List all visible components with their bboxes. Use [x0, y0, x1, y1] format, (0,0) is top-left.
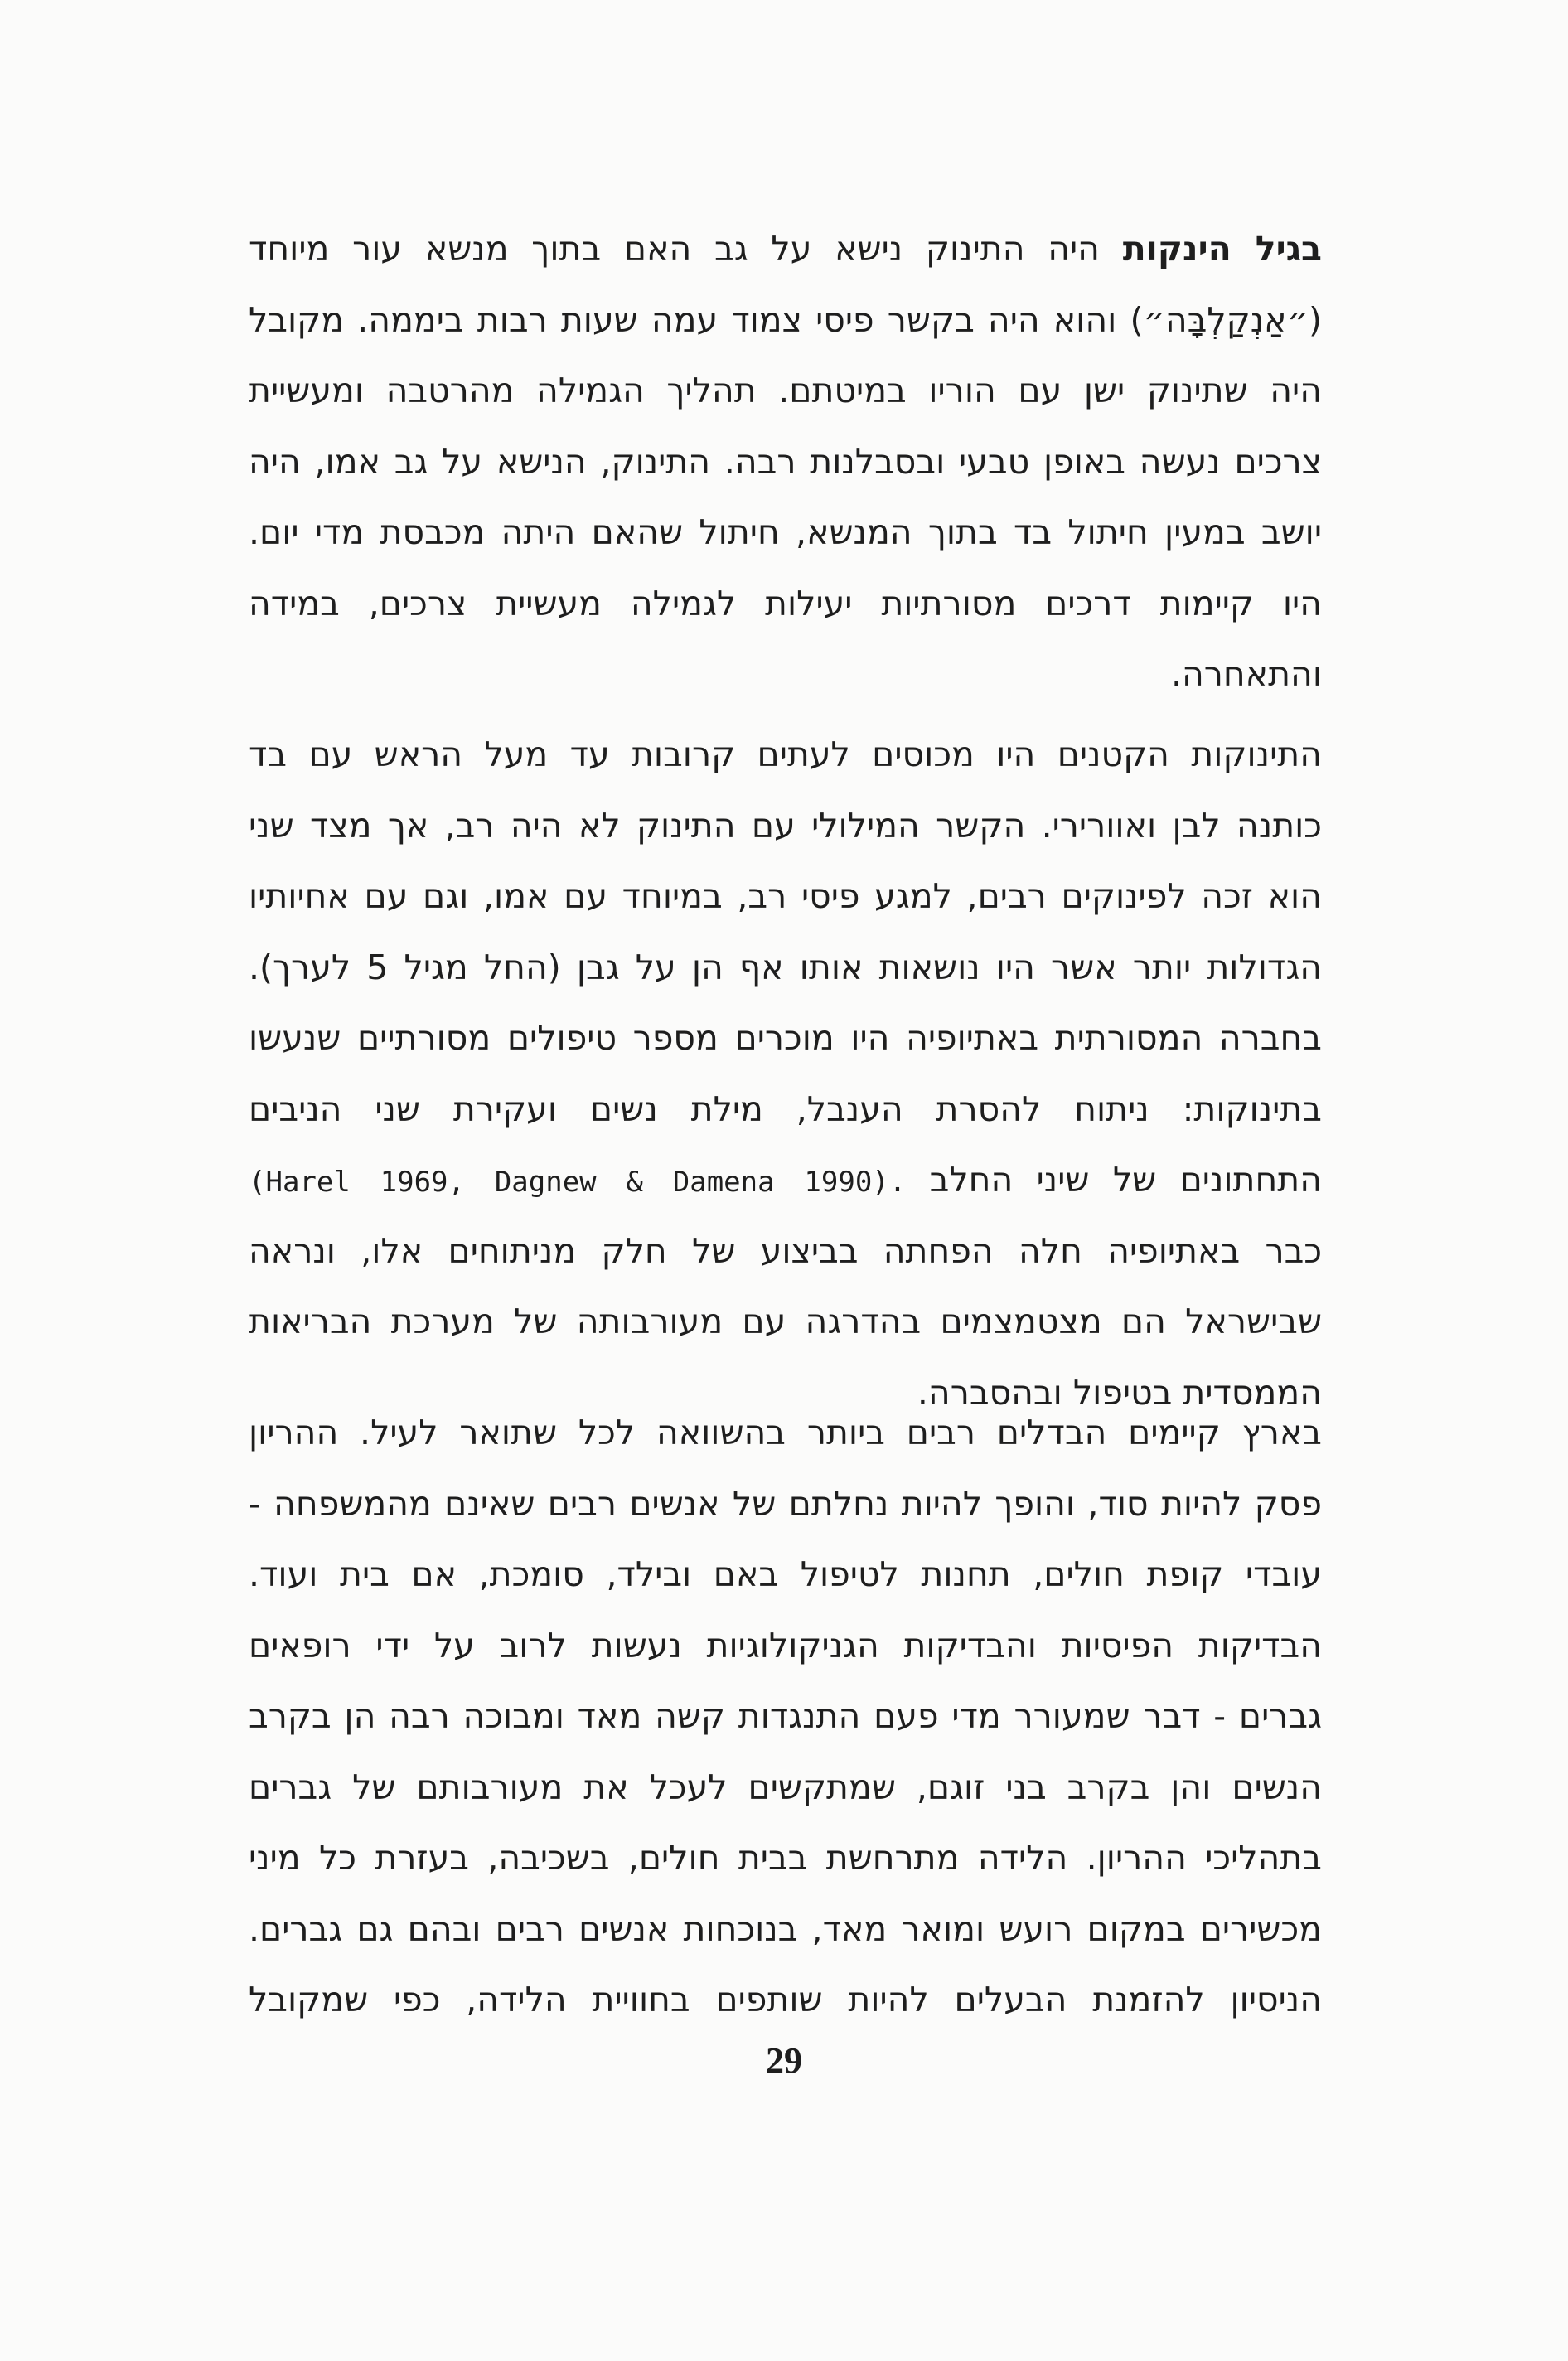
text-line: בארץ קיימים הבדלים רבים ביותר בהשוואה לכל שתואר לעיל. ההריון [249, 1413, 1322, 1452]
text-line: התינוקות הקטנים היו מכוסים לעתים קרובות עד מעל הראש עם בד [249, 734, 1322, 774]
text-line: הגדולות יותר אשר היו נושאות אותו אף הן על גבן (החל מגיל 5 לערך). [249, 947, 1322, 987]
text-line: היו קיימות דרכים מסורתיות יעילות לגמילה מעשיית צרכים, במידה [249, 583, 1322, 623]
text-line-citation: התחתונים של שיני החלב (Harel 1969, Dagnew & Damena 1990). [249, 1160, 1322, 1200]
text-line: היה שתינוק ישן עם הוריו במיטתם. תהליך הגמילה מהרטבה ומעשיית [249, 371, 1322, 410]
text-line: כותנה לבן ואוורירי. הקשר המילולי עם התינוק לא היה רב, אך מצד שני [249, 805, 1322, 846]
paragraph-1 [249, 214, 1322, 710]
citation: (Harel 1969, Dagnew & Damena 1990). [249, 1166, 907, 1199]
text-line: הנשים והן בקרב בני זוגם, שמתקשים לעכל את מעורבותם של גברים [249, 1767, 1322, 1807]
page-number: 29 [766, 2040, 802, 2081]
text-line: פסק להיות סוד, והופך להיות נחלתם של אנשים רבים שאינם מהמשפחה - [249, 1483, 1322, 1524]
text-line: בגיל הינקות היה התינוק נישא על גב האם בתוך מנשא עור מיוחד [249, 229, 1322, 269]
text-line: בתהליכי ההריון. הלידה מתרחשת בבית חולים, בשכיבה, בעזרת כל מיני [249, 1838, 1322, 1878]
text-line: בחברה המסורתית באתיופיה היו מוכרים מספר טיפולים מסורתיים שנעשו [249, 1018, 1322, 1058]
text-line: והתאחרה. [1170, 654, 1322, 694]
paragraph-2 [249, 720, 1322, 1428]
text-line: כבר באתיופיה חלה הפחתה בביצוע של חלק מניתוחים אלו, ונראה [249, 1230, 1322, 1271]
bold-lead-phrase: בגיל הינקות [1122, 229, 1322, 269]
text-line: מכשירים במקום רועש ומואר מאד, בנוכחות אנשים רבים ובהם גם גברים. [249, 1908, 1322, 1949]
text-line: הוא זכה לפינוקים רבים, למגע פיסי רב, במיוחד עם אמו, וגם עם אחיותיו [249, 876, 1322, 916]
text-line: יושב במעין חיתול בד בתוך המנשא, חיתול שהאם היתה מכבסת מדי יום. [249, 512, 1322, 552]
text-line: הממסדית בטיפול ובהסברה. [917, 1372, 1322, 1413]
text-line: בתינוקות: ניתוח להסרת הענבל, מילת נשים ועקירת שני הניבים [249, 1088, 1322, 1129]
text-line: (״אַנְקַלְבָּה״) והוא היה בקשר פיסי צמוד עמה שעות רבות ביממה. מקובל [249, 299, 1322, 340]
text-line: עובדי קופת חולים, תחנות לטיפול באם ובילד, סומכת, אם בית ועוד. [249, 1554, 1322, 1594]
text-line: שבישראל הם מצטמצמים בהדרגה עם מעורבותה של מערכת הבריאות [249, 1302, 1322, 1341]
text-line: הניסיון להזמנת הבעלים להיות שותפים בחוויית הלידה, כפי שמקובל [249, 1980, 1322, 2019]
paragraph-3 [249, 1398, 1322, 2036]
text-line: צרכים נעשה באופן טבעי ובסבלנות רבה. התינוק, הנישא על גב אמו, היה [249, 441, 1322, 482]
text-line: הבדיקות הפיסיות והבדיקות הגניקולוגיות נעשות לרוב על ידי רופאים [249, 1625, 1322, 1665]
text-line: גברים - דבר שמעורר מדי פעם התנגדות קשה מאד ומבוכה רבה הן בקרב [249, 1696, 1322, 1736]
